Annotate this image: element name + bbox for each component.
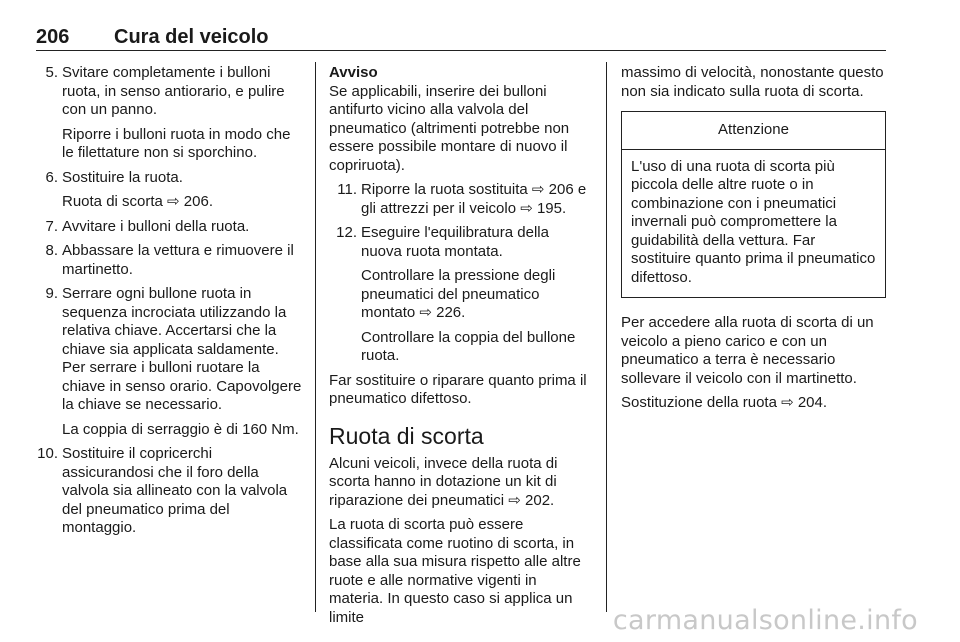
list-item xyxy=(36,445,302,538)
item-text: Svitare completamente i bulloni ruota, in senso antiorario, e pulire con un panno. xyxy=(62,64,285,118)
column-1 xyxy=(36,64,302,544)
body-paragraph: Far sostituire o riparare quanto prima il pneumatico difettoso. xyxy=(329,371,587,407)
note-title: Avviso xyxy=(329,64,378,81)
item-text: Controllare la pressione degli pneumatici del pneumatico montato ⇨ 226. xyxy=(361,267,556,321)
item-number: 5. xyxy=(45,64,58,81)
item-text: Avvitare i bulloni della ruota. xyxy=(62,217,250,235)
body-paragraph: massimo di velocità, nonostante questo non sia indicato sulla ruota di scorta. xyxy=(621,64,884,100)
item-number: 12. xyxy=(336,224,357,241)
warning-text: L'uso di una ruota di scorta più piccola delle altre ruote o in combinazione con i pneumatici invernali può compromettere la guidabilità della vettura. Far sostituire quanto prima il pneumatico difettoso. xyxy=(631,157,876,286)
item-text: Abbassare la vettura e rimuovere il martinetto. xyxy=(62,242,294,278)
list-item xyxy=(36,218,302,237)
item-number: 6. xyxy=(45,168,58,186)
body-paragraph: Sostituzione della ruota ⇨ 204. xyxy=(621,394,828,411)
warning-box xyxy=(621,111,886,298)
item-number: 9. xyxy=(45,285,58,302)
list-item xyxy=(36,169,302,212)
page-title: Cura del veicolo xyxy=(114,26,269,48)
item-text: Sostituire la ruota. xyxy=(62,168,183,186)
item-text: La coppia di serraggio è di 160 Nm. xyxy=(62,420,299,438)
item-number: 7. xyxy=(45,217,58,235)
body-paragraph: Alcuni veicoli, invece della ruota di scorta hanno in dotazione un kit di riparazione dei pneumatici ⇨ 202. xyxy=(329,454,558,509)
warning-title: Attenzione xyxy=(622,112,885,150)
column-2 xyxy=(329,64,591,633)
body-paragraph: Per accedere alla ruota di scorta di un veicolo a pieno carico e con un pneumatico a terra è necessario sollevare il veicolo con il martinetto. xyxy=(621,314,874,387)
watermark: carmanualsonline.info xyxy=(612,605,918,636)
page-header xyxy=(36,26,886,50)
item-number: 8. xyxy=(45,242,58,259)
note-text: Se applicabili, inserire dei bulloni antifurto vicino alla valvola del pneumatico (altrimenti potrebbe non essere possibile montare di nuovo il copriruota). xyxy=(329,82,570,174)
list-item xyxy=(36,242,302,279)
list-item xyxy=(329,224,591,366)
list-item xyxy=(329,181,591,218)
item-text: Serrare ogni bullone ruota in sequenza incrociata utilizzando la relativa chiave. Accertarsi che la chiave sia applicata saldamente. Per serrare i bulloni ruotare la chiave in senso orario. Capovolgere la chiave se necessario. xyxy=(62,285,302,413)
list-item xyxy=(36,285,302,439)
item-text: Sostituire il copricerchi assicurandosi che il foro della valvola sia allineato con la valvola del pneumatico prima del montaggio. xyxy=(62,445,288,536)
item-number: 10. xyxy=(37,445,58,462)
item-text: Eseguire l'equilibratura della nuova ruota montata. xyxy=(361,224,549,260)
item-text: Controllare la coppia del bullone ruota. xyxy=(361,328,576,364)
item-text: Riporre i bulloni ruota in modo che le filettature non si sporchino. xyxy=(62,125,291,161)
item-text: Ruota di scorta ⇨ 206. xyxy=(62,193,213,210)
page-number: 206 xyxy=(36,26,70,48)
column-3 xyxy=(621,64,886,419)
header-divider xyxy=(36,50,886,51)
column-divider-2 xyxy=(606,62,607,612)
item-number: 11. xyxy=(337,181,357,198)
section-heading: Ruota di scorta xyxy=(329,422,484,449)
list-item xyxy=(36,64,302,163)
item-text: Riporre la ruota sostituita ⇨ 206 e gli attrezzi per il veicolo ⇨ 195. xyxy=(361,181,587,217)
note-block xyxy=(329,64,591,175)
body-paragraph: La ruota di scorta può essere classificata come ruotino di scorta, in base alla sua misura rispetto alle altre ruote e alle normative vigenti in materia. In questo caso si applica un limite xyxy=(329,516,581,626)
column-divider-1 xyxy=(315,62,316,612)
